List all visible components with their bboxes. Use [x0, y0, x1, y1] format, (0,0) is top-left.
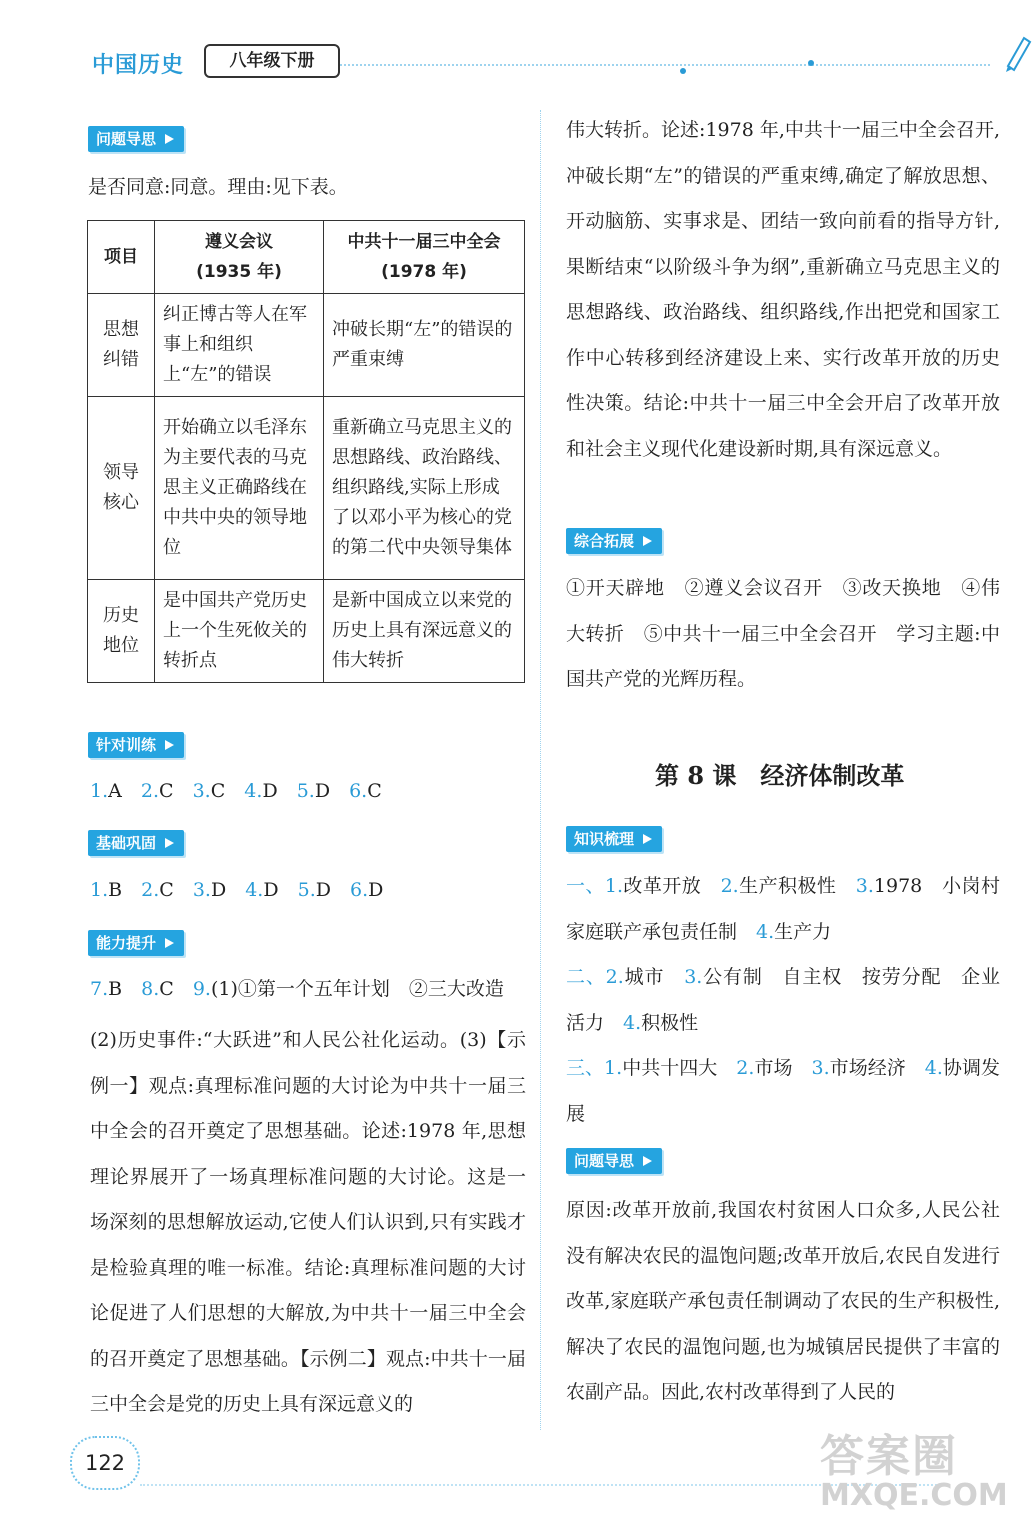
- answer-number: 7.: [90, 978, 109, 1000]
- answer-value: A: [108, 780, 122, 802]
- grade-label: 八年级下册: [204, 44, 340, 78]
- intro-text: 是否同意:同意。理由:见下表。: [88, 176, 348, 198]
- table-cell: 领导 核心: [88, 397, 155, 580]
- answer-number: 9.: [192, 978, 211, 1000]
- watermark-text: 答案圈: [820, 1431, 958, 1482]
- answer-number: 2.: [140, 780, 160, 802]
- table-cell: 冲破长期“左”的错误的严重束缚: [324, 294, 525, 397]
- lesson-title: 第 8 课 经济体制改革: [655, 761, 905, 790]
- section-tag-ability: 能力提升: [88, 930, 184, 956]
- answer-number: 1.: [90, 879, 109, 901]
- table-row: [88, 294, 525, 397]
- answer-value: 城市: [623, 966, 685, 988]
- answer-number: 2.: [736, 1057, 755, 1079]
- answer-number: 二、2.: [566, 966, 624, 988]
- answer-value: D: [315, 879, 331, 901]
- answer-value: D: [210, 879, 227, 901]
- extension-answer: ①开天辟地 ②遵义会议召开 ③改天换地 ④伟大转折 ⑤中共十一届三中全会召开 学习主题:中国共产党的光辉历程。: [566, 577, 1000, 690]
- answer-value: 公有制 自主权 按劳分配 企业活力: [566, 966, 1000, 1034]
- table-header-cell: 中共十一届三中全会 (1978 年): [324, 221, 525, 294]
- answer-value: D: [263, 879, 279, 901]
- answer-number: 4.: [245, 879, 264, 901]
- section-tag-training: 针对训练: [88, 732, 184, 758]
- answer-value: 1978 小岗村家庭联产承包责任制: [566, 875, 1000, 943]
- answer-value: 协调发展: [566, 1057, 1000, 1125]
- answer-number: 4.: [623, 1011, 642, 1034]
- answer-paragraph-continued: 伟大转折。论述:1978 年,中共十一届三中全会召开,冲破长期“左”的错误的严重束缚,确定了解放思想、开动脑筋、实事求是、团结一致向前看的指导方针,果断结束“以阶级斗争为纲”,重新确立马克思主义的思想路线、政治路线、组织路线,作出把党和国家工作中心转移到经济建设上来、实行改革开放的历史性决策。结论:中共十一届三中全会开启了改革开放和社会主义现代化建设新时期,具有深远意义。: [566, 119, 1000, 460]
- table-header-cell: 遵义会议 (1935 年): [155, 221, 324, 294]
- subject-title: 中国历史: [92, 53, 185, 78]
- answers-training: [90, 776, 382, 806]
- answer-value: C: [210, 780, 226, 802]
- page-header: [0, 0, 1036, 110]
- answer-value: 生产积极性: [738, 875, 856, 897]
- table-cell: 开始确立以毛泽东为主要代表的马克思主义正确路线在中共中央的领导地位: [155, 397, 324, 580]
- answer-number: 6.: [349, 780, 368, 802]
- section-tag-extension: 综合拓展: [566, 528, 662, 554]
- watermark-logo: [820, 1420, 1020, 1530]
- answer-value: D: [262, 780, 278, 802]
- answer-number: 5.: [296, 780, 315, 802]
- answer-number: 6.: [350, 879, 369, 901]
- answer-number: 1.: [90, 780, 109, 802]
- answer-value: D: [314, 780, 331, 802]
- section-tag-knowledge: 知识梳理: [566, 826, 662, 852]
- answer-number: 2.: [720, 875, 739, 897]
- answer-number: 3.: [192, 780, 211, 802]
- answer-value: B: [108, 978, 123, 1000]
- table-cell: 是新中国成立以来党的历史上具有深远意义的伟大转折: [324, 580, 525, 683]
- answer-value: 市场经济: [829, 1057, 925, 1079]
- section-tag-question-2: 问题导思: [566, 1148, 662, 1174]
- watermark-url: MXQE.COM: [820, 1478, 1008, 1513]
- header-dot: [808, 60, 814, 66]
- answers-basics: [90, 875, 383, 905]
- header-dot: [680, 68, 686, 74]
- section-tag-question: 问题导思: [88, 126, 184, 152]
- section-tag-basics: 基础巩固: [88, 830, 184, 856]
- table-cell: 是中国共产党历史上一个生死攸关的转折点: [155, 580, 324, 683]
- page-number: 122: [70, 1436, 140, 1490]
- table-cell: 思想 纠错: [88, 294, 155, 397]
- answer-number: 一、1.: [566, 875, 623, 897]
- answer-number: 5.: [297, 879, 316, 901]
- table-cell: 纠正博古等人在军事上和组织上“左”的错误: [155, 294, 324, 397]
- answer-value: (1)①第一个五年计划 ②三大改造: [210, 978, 504, 1000]
- answer-value: B: [108, 879, 123, 901]
- answer-value: C: [367, 780, 382, 802]
- answer-value: 改革开放: [623, 875, 721, 897]
- pen-icon: [1002, 32, 1034, 72]
- table-row: [88, 580, 525, 683]
- answer-value: 中共十四大: [622, 1057, 737, 1079]
- table-cell: 历史 地位: [88, 580, 155, 683]
- answer-number: 4.: [756, 920, 775, 943]
- answer-number: 3.: [811, 1057, 830, 1079]
- answer-value: 积极性: [641, 1011, 699, 1034]
- answer-value: C: [159, 879, 174, 901]
- answer-value: C: [159, 978, 174, 1000]
- answer-number: 4.: [924, 1057, 943, 1079]
- table-header-cell: 项目: [88, 221, 155, 294]
- answer-number: 3.: [855, 875, 874, 897]
- answer-number: 4.: [244, 780, 263, 802]
- answers-ability-line: [90, 974, 504, 1004]
- answer-number: 3.: [192, 879, 211, 901]
- column-divider: [540, 110, 541, 1430]
- answer-value: 生产力: [774, 920, 832, 943]
- table-header-row: [88, 221, 525, 294]
- header-dotted-line: [340, 64, 990, 66]
- answer-value: D: [368, 879, 384, 901]
- answer-number: 三、1.: [566, 1057, 623, 1079]
- table-cell: 重新确立马克思主义的思想路线、政治路线、组织路线,实际上形成了以邓小平为核心的党的第二代中央领导集体: [324, 397, 525, 580]
- answer-number: 8.: [141, 978, 160, 1000]
- table-row: [88, 397, 525, 580]
- knowledge-answers: [566, 864, 1000, 1137]
- answer-paragraph: (2)历史事件:“大跃进”和人民公社化运动。(3)【示例一】观点:真理标准问题的大讨论为中共十一届三中全会的召开奠定了思想基础。论述:1978 年,思想理论界展开了一场真理标准问题的大讨论。这是一场深刻的思想解放运动,它使人们认识到,只有实践才是检验真理的唯一标准。结论:真理标准问题的大讨论促进了人们思想的大解放,为中共十一届三中全会的召开奠定了思想基础。【示例二】观点:中共十一届三中全会是党的历史上具有深远意义的: [90, 1029, 526, 1415]
- answer-number: 3.: [684, 966, 703, 988]
- question-answer-paragraph: 原因:改革开放前,我国农村贫困人口众多,人民公社没有解决农民的温饱问题;改革开放后,农民自发进行改革,家庭联产承包责任制调动了农民的生产积极性,解决了农民的温饱问题,也为城镇居民提供了丰富的农副产品。因此,农村改革得到了人民的: [566, 1199, 1000, 1403]
- answer-value: C: [159, 780, 174, 802]
- comparison-table: [87, 220, 525, 683]
- answer-number: 2.: [141, 879, 160, 901]
- answer-value: 市场: [754, 1057, 812, 1079]
